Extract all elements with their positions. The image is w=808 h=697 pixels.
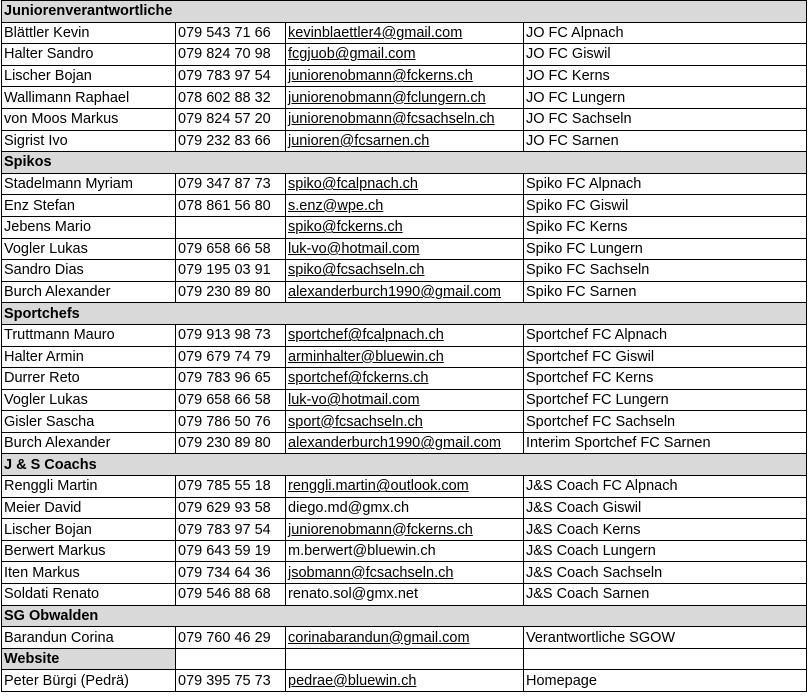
name-cell: Soldati Renato (2, 584, 176, 606)
table-row (2, 627, 807, 649)
email-link[interactable]: sportchef@fcalpnach.ch (288, 327, 444, 344)
section-title: J & S Coachs (2, 454, 807, 476)
role-cell: JO FC Sarnen (524, 130, 807, 152)
phone-cell: 079 786 50 76 (176, 411, 286, 433)
role-cell: Interim Sportchef FC Sarnen (524, 432, 807, 454)
table-row (2, 519, 807, 541)
phone-cell: 079 395 75 73 (176, 670, 286, 692)
email-cell (286, 389, 524, 411)
phone-cell: 079 760 46 29 (176, 627, 286, 649)
phone-cell: 079 232 83 66 (176, 130, 286, 152)
phone-cell: 079 783 97 54 (176, 519, 286, 541)
email-cell (286, 87, 524, 109)
email-link[interactable]: spiko@fckerns.ch (288, 219, 403, 236)
role-cell: Verantwortliche SGOW (524, 627, 807, 649)
role-cell: Spiko FC Kerns (524, 216, 807, 238)
table-row (2, 108, 807, 130)
email-cell (286, 411, 524, 433)
email-link: diego.md@gmx.ch (288, 499, 410, 516)
name-cell: Stadelmann Myriam (2, 173, 176, 195)
phone-cell: 079 679 74 79 (176, 346, 286, 368)
phone-cell: 079 543 71 66 (176, 22, 286, 44)
role-cell: Sportchef FC Giswil (524, 346, 807, 368)
email-cell (286, 195, 524, 217)
name-cell: Blättler Kevin (2, 22, 176, 44)
email-cell (286, 519, 524, 541)
phone-cell (176, 216, 286, 238)
role-cell: J&S Coach Giswil (524, 497, 807, 519)
email-cell (286, 65, 524, 87)
email-link[interactable]: juniorenobmann@fckerns.ch (288, 68, 473, 85)
phone-cell: 079 546 88 68 (176, 584, 286, 606)
role-cell: Spiko FC Lungern (524, 238, 807, 260)
table-row (2, 389, 807, 411)
table-row (2, 562, 807, 584)
phone-cell: 079 734 64 36 (176, 562, 286, 584)
phone-cell: 079 783 97 54 (176, 65, 286, 87)
section-header-empty-cell (524, 648, 807, 670)
name-cell: Halter Sandro (2, 44, 176, 66)
role-cell: Homepage (524, 670, 807, 692)
phone-cell: 079 658 66 58 (176, 238, 286, 260)
name-cell: Renggli Martin (2, 476, 176, 498)
table-row (2, 44, 807, 66)
role-cell: J&S Coach Lungern (524, 540, 807, 562)
table-row (2, 281, 807, 303)
name-cell: Iten Markus (2, 562, 176, 584)
email-link[interactable]: sport@fcsachseln.ch (288, 413, 423, 430)
role-cell: Spiko FC Sarnen (524, 281, 807, 303)
email-cell (286, 562, 524, 584)
email-cell (286, 540, 524, 562)
section-header-row (2, 454, 807, 476)
name-cell: Sandro Dias (2, 260, 176, 282)
email-cell (286, 44, 524, 66)
email-cell (286, 324, 524, 346)
email-cell (286, 432, 524, 454)
name-cell: Vogler Lukas (2, 238, 176, 260)
email-link[interactable]: kevinblaettler4@gmail.com (288, 24, 463, 41)
phone-cell: 079 643 59 19 (176, 540, 286, 562)
phone-cell: 079 785 55 18 (176, 476, 286, 498)
table-row (2, 324, 807, 346)
name-cell: Barandun Corina (2, 627, 176, 649)
email-cell (286, 173, 524, 195)
section-header-row (2, 605, 807, 627)
email-cell (286, 627, 524, 649)
name-cell: Burch Alexander (2, 281, 176, 303)
table-row (2, 238, 807, 260)
email-cell (286, 476, 524, 498)
role-cell: Spiko FC Giswil (524, 195, 807, 217)
name-cell: von Moos Markus (2, 108, 176, 130)
section-header-row (2, 303, 807, 325)
table-row (2, 130, 807, 152)
email-cell (286, 346, 524, 368)
email-link: m.berwert@bluewin.ch (288, 543, 436, 560)
email-cell (286, 584, 524, 606)
phone-cell: 079 230 89 80 (176, 281, 286, 303)
email-link[interactable]: juniorenobmann@fclungern.ch (288, 89, 486, 106)
name-cell: Truttmann Mauro (2, 324, 176, 346)
section-title: Website (2, 648, 176, 670)
email-link[interactable]: juniorenobmann@fckerns.ch (288, 521, 473, 538)
role-cell: JO FC Alpnach (524, 22, 807, 44)
section-header-empty-cell (286, 648, 524, 670)
table-row (2, 497, 807, 519)
name-cell: Halter Armin (2, 346, 176, 368)
email-cell (286, 22, 524, 44)
role-cell: Sportchef FC Lungern (524, 389, 807, 411)
role-cell: J&S Coach Sachseln (524, 562, 807, 584)
email-link[interactable]: alexanderburch1990@gmail.com (288, 284, 502, 301)
table-row (2, 87, 807, 109)
email-link[interactable]: luk-vo@hotmail.com (288, 240, 420, 257)
email-cell (286, 108, 524, 130)
name-cell: Lischer Bojan (2, 519, 176, 541)
phone-cell: 079 658 66 58 (176, 389, 286, 411)
email-cell (286, 260, 524, 282)
email-cell (286, 281, 524, 303)
email-link[interactable]: alexanderburch1990@gmail.com (288, 435, 502, 452)
email-cell (286, 216, 524, 238)
email-link[interactable]: sportchef@fckerns.ch (288, 370, 429, 387)
section-title: Spikos (2, 152, 807, 174)
table-row (2, 346, 807, 368)
name-cell: Jebens Mario (2, 216, 176, 238)
role-cell: Spiko FC Sachseln (524, 260, 807, 282)
role-cell: JO FC Giswil (524, 44, 807, 66)
table-row (2, 432, 807, 454)
email-link[interactable]: spiko@fcsachseln.ch (288, 262, 425, 279)
name-cell: Meier David (2, 497, 176, 519)
table-row (2, 540, 807, 562)
name-cell: Burch Alexander (2, 432, 176, 454)
email-link[interactable]: fcgjuob@gmail.com (288, 46, 416, 63)
table-row (2, 173, 807, 195)
table-row (2, 22, 807, 44)
email-link[interactable]: s.enz@wpe.ch (288, 197, 384, 214)
email-cell (286, 130, 524, 152)
phone-cell: 079 824 57 20 (176, 108, 286, 130)
name-cell: Peter Bürgi (Pedrä) (2, 670, 176, 692)
name-cell: Sigrist Ivo (2, 130, 176, 152)
role-cell: Sportchef FC Sachseln (524, 411, 807, 433)
name-cell: Vogler Lukas (2, 389, 176, 411)
role-cell: JO FC Kerns (524, 65, 807, 87)
role-cell: J&S Coach Kerns (524, 519, 807, 541)
email-link[interactable]: renggli.martin@outlook.com (288, 478, 469, 495)
section-header-row (2, 152, 807, 174)
phone-cell: 079 783 96 65 (176, 368, 286, 390)
email-link[interactable]: arminhalter@bluewin.ch (288, 348, 444, 365)
email-link[interactable]: pedrae@bluewin.ch (288, 672, 417, 689)
email-cell (286, 497, 524, 519)
contacts-table (1, 0, 807, 692)
name-cell: Durrer Reto (2, 368, 176, 390)
role-cell: JO FC Sachseln (524, 108, 807, 130)
section-header-empty-cell (176, 648, 286, 670)
name-cell: Enz Stefan (2, 195, 176, 217)
phone-cell: 079 230 89 80 (176, 432, 286, 454)
table-row (2, 195, 807, 217)
role-cell: Spiko FC Alpnach (524, 173, 807, 195)
section-title: Juniorenverantwortliche (2, 1, 807, 23)
table-row (2, 411, 807, 433)
name-cell: Lischer Bojan (2, 65, 176, 87)
email-link[interactable]: juniorenobmann@fcsachseln.ch (288, 111, 495, 128)
name-cell: Gisler Sascha (2, 411, 176, 433)
role-cell: J&S Coach FC Alpnach (524, 476, 807, 498)
email-link[interactable]: jsobmann@fcsachseln.ch (288, 564, 454, 581)
table-row (2, 65, 807, 87)
table-row (2, 368, 807, 390)
phone-cell: 079 913 98 73 (176, 324, 286, 346)
email-link[interactable]: corinabarandun@gmail.com (288, 629, 470, 646)
role-cell: J&S Coach Sarnen (524, 584, 807, 606)
role-cell: Sportchef FC Alpnach (524, 324, 807, 346)
email-cell (286, 368, 524, 390)
email-link[interactable]: luk-vo@hotmail.com (288, 391, 420, 408)
phone-cell: 079 195 03 91 (176, 260, 286, 282)
role-cell: Sportchef FC Kerns (524, 368, 807, 390)
email-link[interactable]: junioren@fcsarnen.ch (288, 132, 430, 149)
table-row (2, 260, 807, 282)
name-cell: Berwert Markus (2, 540, 176, 562)
table-row (2, 584, 807, 606)
phone-cell: 079 629 93 58 (176, 497, 286, 519)
table-row (2, 476, 807, 498)
contacts-table-body (2, 1, 807, 692)
email-link[interactable]: spiko@fcalpnach.ch (288, 176, 418, 193)
phone-cell: 079 347 87 73 (176, 173, 286, 195)
phone-cell: 079 824 70 98 (176, 44, 286, 66)
phone-cell: 078 861 56 80 (176, 195, 286, 217)
name-cell: Wallimann Raphael (2, 87, 176, 109)
section-header-row (2, 648, 807, 670)
section-header-row (2, 1, 807, 23)
phone-cell: 078 602 88 32 (176, 87, 286, 109)
email-cell (286, 238, 524, 260)
email-link: renato.sol@gmx.net (288, 586, 418, 603)
section-title: Sportchefs (2, 303, 807, 325)
table-row (2, 670, 807, 692)
table-row (2, 216, 807, 238)
role-cell: JO FC Lungern (524, 87, 807, 109)
section-title: SG Obwalden (2, 605, 807, 627)
email-cell (286, 670, 524, 692)
